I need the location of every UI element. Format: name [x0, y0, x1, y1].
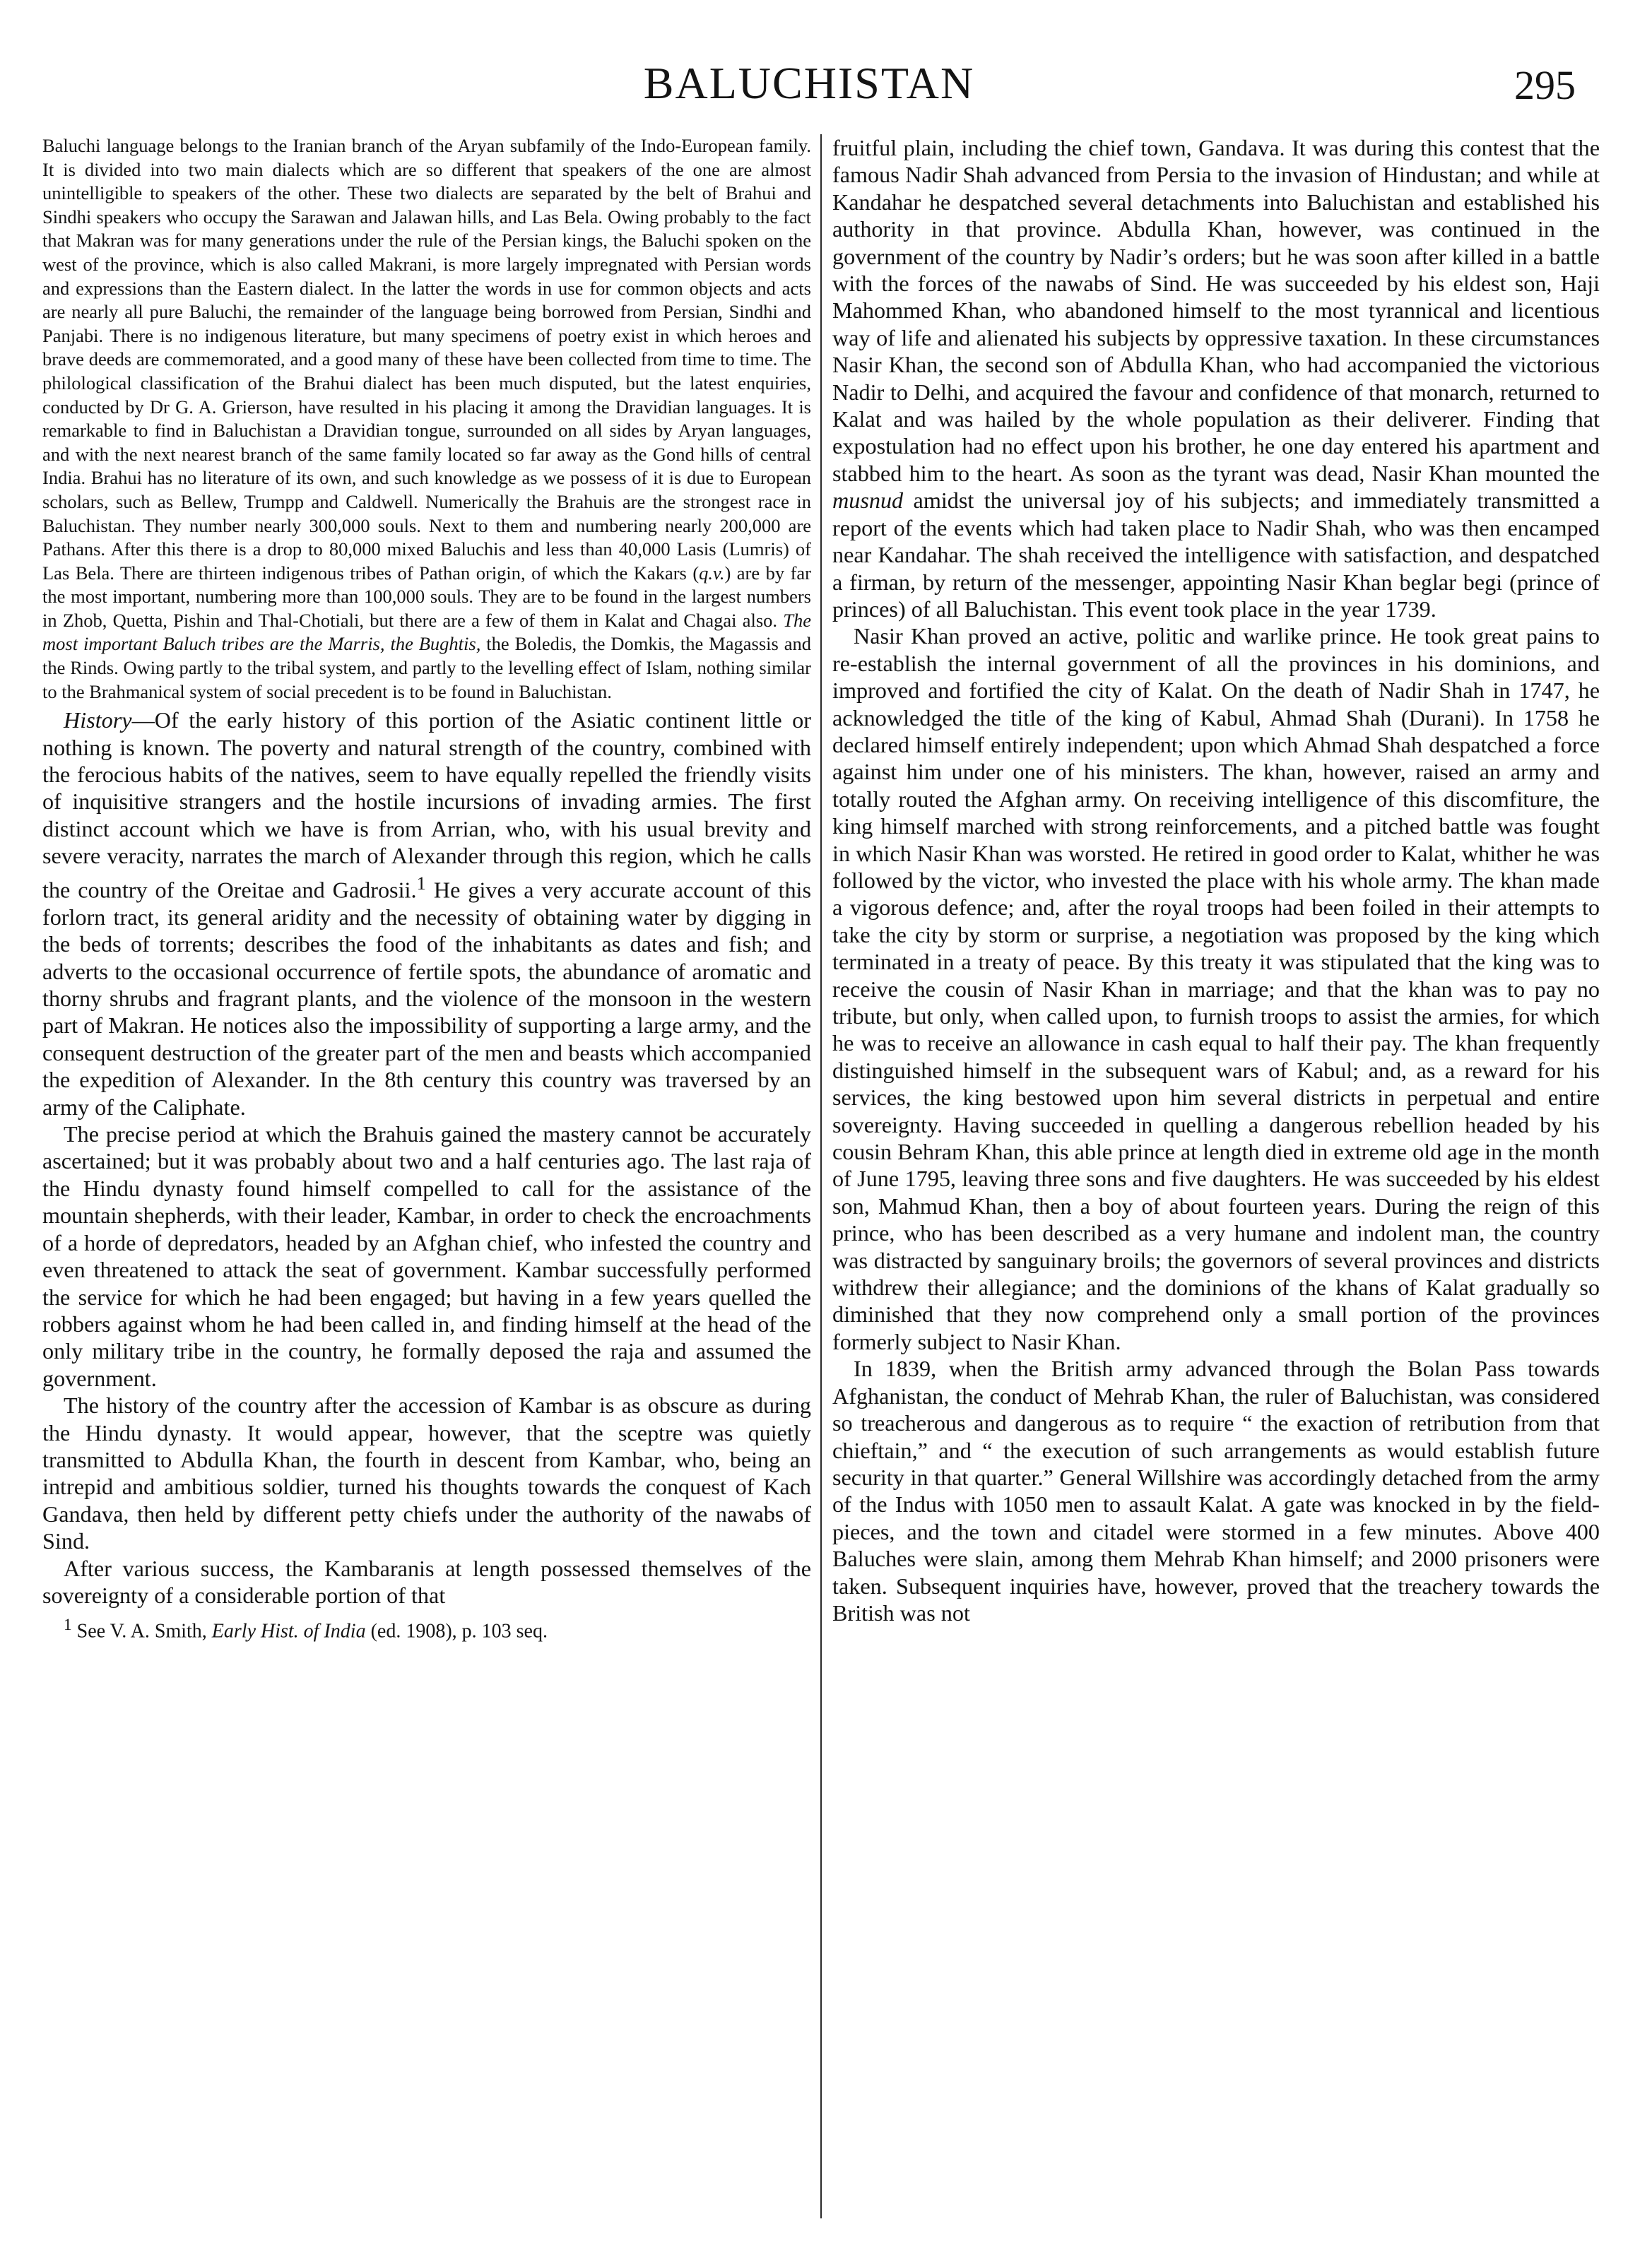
page-header: [42, 55, 1576, 133]
brahui-mastery-paragraph: The precise period at which the Brahuis gained the mastery cannot be accurately ascertained; but it was probably about two and a half centuries ago. The last raja of the Hindu dynasty found himself compelled to call for the assistance of the mountain shepherds, with their leader, Kambar, in order to check the encroachments of a horde of depredators, headed by an Afghan chief, who infested the country and even threatened to attack the seat of government. Kambar successfully performed the service for which he had been engaged; but having in a few years quelled the robbers against whom he had been called in, and finding himself at the head of the only military tribe in the country, he formally deposed the raja and assumed the government.: [42, 1121, 811, 1391]
kambar-succession-paragraph: The history of the country after the accession of Kambar is as obscure as during the Hindu dynasty. It would appear, however, that the sceptre was quietly transmitted to Abdulla Khan, the fourth in descent from Kambar, who, being an intrepid and ambitious soldier, turned his thoughts towards the conquest of Kach Gandava, then held by different petty chiefs under the authority of the nawabs of Sind.: [42, 1392, 811, 1554]
footnote: $^1$ See V. A. Smith, Early Hist. of India (ed. 1908), p. 103 seq.: [64, 1616, 548, 1643]
nasir-khan-paragraph: Nasir Khan proved an active, politic and warlike prince. He took great pains to re-establish the internal government of all the provinces in his dominions, and improved and fortified the city of Kalat. On the death of Nadir Shah in 1747, he acknowledged the title of the king of Kabul, Ahmad Shah (Durani). In 1758 he declared himself entirely independent; upon which Ahmad Shah despatched a force against him under one of his ministers. The khan, however, raised an army and totally routed the Afghan army. On receiving intelligence of this discomfiture, the king himself marched with strong reinforcements, and a pitched battle was fought in which Nasir Khan was worsted. He retired in good order to Kalat, whither he was followed by the victor, who invested the place with his whole army. The khan made a vigorous defence; and, after the royal troops had been foiled in their attempts to take the city by storm or surprise, a negotiation was proposed by the king which terminated in a treaty of peace. By this treaty it was stipulated that the king was to receive the cousin of Nasir Khan in marriage; and that the khan was to pay no tribute, but only, when called upon, to furnish troops to assist the armies, for which he was to receive an allowance in cash equal to half their pay. The khan frequently distinguished himself in the subsequent wars of Kabul; and, as a reward for his services, the king bestowed upon him several districts in perpetual and entire sovereignty. Having succeeded in quelling a dangerous rebellion headed by his cousin Behram Khan, this able prince at length died in extreme old age in the month of June 1795, leaving three sons and five daughters. He was succeeded by his eldest son, Mahmud Khan, then a boy of about fourteen years. During the reign of this prince, who has been described as a very humane and indolent man, the country was distracted by sanguinary broils; the governors of several provinces and districts withdrew their allegiance; and the dominions of the khans of Kalat gradually so diminished that they now comprehend only a small portion of the provinces formerly subject to Nasir Khan.: [832, 623, 1600, 1354]
language-paragraph: Baluchi language belongs to the Iranian branch of the Aryan subfamily of the Indo-European family. It is divided into two main dialects which are so different that speakers of the one are almost unintelligible to speakers of the other. These two dialects are separated by the belt of Brahui and Sindhi speakers who occupy the Sarawan and Jalawan hills, and Las Bela. Owing probably to the fact that Makran was for many generations under the rule of the Persian kings, the Baluchi spoken on the west of the province, which is also called Makrani, is more largely impregnated with Persian words and expressions than the Eastern dialect. In the latter the words in use for common objects and acts are nearly all pure Baluchi, the remainder of the language being borrowed from Persian, Sindhi and Panjabi. There is no indigenous literature, but many specimens of poetry exist in which heroes and brave deeds are commemorated, and a good many of these have been collected from time to time. The philological classification of the Brahui dialect has been much disputed, but the latest enquiries, conducted by Dr G. A. Grierson, have resulted in his placing it among the Dravidian languages. It is remarkable to find in Baluchistan a Dravidian tongue, surrounded on all sides by Aryan languages, and with the next nearest branch of the same family located so far away as the Gond hills of central India. Brahui has no literature of its own, and such knowledge as we possess of it is due to European scholars, such as Bellew, Trumpp and Caldwell. Numerically the Brahuis are the strongest race in Baluchistan. They number nearly 300,000 souls. Next to them and numbering nearly 200,000 are Pathans. After this there is a drop to 80,000 mixed Baluchis and less than 40,000 Lasis (Lumris) of Las Bela. There are thirteen indigenous tribes of Pathan origin, of which the Kakars (q.v.) are by far the most important, numbering more than 100,000 souls. They are to be found in the largest numbers in Zhob, Quetta, Pishin and Thal-Chotiali, but there are a few of them in Kalat and Chagai also. The most important Baluch tribes are the Marris, the Bughtis, the Boledis, the Domkis, the Magassis and the Rinds. Owing partly to the tribal system, and partly to the levelling effect of Islam, nothing similar to the Brahmanical system of social precedent is to be found in Baluchistan.: [42, 135, 811, 702]
footnote-reference: 1: [416, 872, 426, 894]
running-title: BALUCHISTAN: [643, 58, 975, 108]
british-army-paragraph: In 1839, when the British army advanced through the Bolan Pass towards Afghanistan, the conduct of Mehrab Khan, the ruler of Baluchistan, was considered so treacherous and dangerous as to require “ the exaction of retribution from that chieftain,” and “ the execution of such arrangements as would establish future security in that quarter.” General Willshire was accordingly detached from the army of the Indus with 1050 men to assault Kalat. A gate was knocked in by the field-pieces, and the town and citadel were stormed in a few minutes. Above 400 Baluches were slain, among them Mehrab Khan himself; and 2000 prisoners were taken. Subsequent inquiries have, however, proved that the treachery towards the British was not: [832, 1356, 1600, 1626]
gandava-paragraph: fruitful plain, including the chief town, Gandava. It was during this contest that the famous Nadir Shah advanced from Persia to the invasion of Hindustan; and while at Kandahar he despatched several detachments into Baluchistan and established his authority in that province. Abdulla Khan, however, was continued in the government of the country by Nadir’s orders; but he was soon after killed in a battle with the forces of the nawabs of Sind. He was succeeded by his eldest son, Haji Mahommed Khan, who abandoned himself to the most tyrannical and licentious way of life and alienated his subjects by oppressive taxation. In these circumstances Nasir Khan, the second son of Abdulla Khan, who had accompanied the victorious Nadir to Delhi, and acquired the favour and confidence of that monarch, returned to Kalat and was hailed by the whole population as their deliverer. Finding that expostulation had no effect upon his brother, he one day entered his apartment and stabbed him to the heart. As soon as the tyrant was dead, Nasir Khan mounted the musnud amidst the universal joy of his subjects; and immediately transmitted a report of the events which had taken place to Nadir Shah, who was then encamped near Kandahar. The shah received the intelligence with satisfaction, and despatched a firman, by return of the messenger, appointing Nasir Khan beglar begi (prince of princes) of all Baluchistan. This event took place in the year 1739.: [832, 135, 1600, 622]
left-column: [42, 134, 811, 1644]
kambaranis-paragraph: After various success, the Kambaranis at length possessed themselves of the sovereignty of a considerable portion of that: [42, 1555, 811, 1608]
history-heading: History: [64, 707, 132, 733]
page-number: 295: [1514, 62, 1576, 108]
history-paragraph: History—Of the early history of this portion of the Asiatic continent little or nothing is known. The poverty and natural strength of the country, combined with the ferocious habits of the natives, seem to have equally repelled the friendly visits of inquisitive strangers and the hostile incursions of invading armies. The first distinct account which we have is from Arrian, who, with his usual brevity and severe veracity, narrates the march of Alexander through this region, which he calls the country of the Oreitae and Gadrosii.$^1$ He gives a very accurate account of this forlorn tract, its general aridity and the necessity of obtaining water by digging in the beds of torrents; describes the food of the inhabitants as dates and fish; and adverts to the occasional occurrence of fertile spots, the abundance of aromatic and thorny shrubs and fragrant plants, and the violence of the monsoon in the western part of Makran. He notices also the impossibility of supporting a large army, and the consequent destruction of the greater part of the men and beasts which accompanied the expedition of Alexander. In the 8th century this country was traversed by an army of the Caliphate.: [42, 707, 812, 1120]
right-column: [832, 134, 1600, 1626]
column-divider: [820, 134, 822, 2218]
